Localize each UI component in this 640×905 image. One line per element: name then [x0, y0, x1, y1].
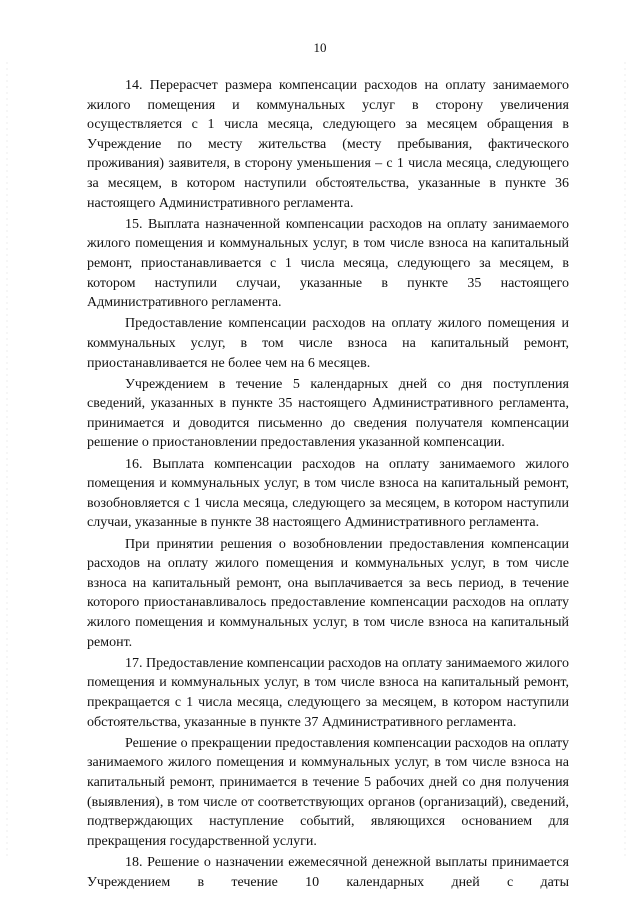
paragraph-suspension-decision: Учреждением в течение 5 календарных дней со дня поступления сведений, указанных в пункте 35 настоящего Административного регламента, принимается и доводится письменно до сведения получателя компенсации решение о приостановлении предоставления указанной компенсации. — [87, 376, 569, 451]
paragraph-17: 17. Предоставление компенсации расходов на оплату занимаемого жилого помещения и коммунальных услуг, в том числе взноса на капитальный ремонт, прекращается с 1 числа месяца, следующего за месяцем, в котором наступили обстоятельства, указанные в пункте 37 Административного регламента. — [87, 655, 569, 730]
scan-edge-right — [624, 60, 626, 860]
paragraph-18: 18. Решение о назначении ежемесячной денежной выплаты принимается Учреждением в течение 10 календарных дней с даты — [87, 854, 569, 890]
paragraph-termination-decision: Решение о прекращении предоставления компенсации расходов на оплату занимаемого жилого помещения и коммунальных услуг, в том числе взноса на капитальный ремонт, принимается в течение 5 рабочих дней со дня получения (выявления), в том числе от соответствующих органов (организаций), сведений, подтверждающих наступление событий, являющихся основанием для прекращения государственной услуги. — [87, 735, 569, 849]
document-body — [87, 76, 569, 892]
paragraph-suspension-limit: Предоставление компенсации расходов на оплату жилого помещения и коммунальных услуг, в том числе взноса на капитальный ремонт, приостанавливается не более чем на 6 месяцев. — [87, 316, 569, 371]
scan-edge-left — [6, 60, 8, 860]
page-number: 10 — [313, 40, 327, 55]
paragraph-15: 15. Выплата назначенной компенсации расходов на оплату занимаемого жилого помещения и коммунальных услуг, в том числе взноса на капитальный ремонт, приостанавливается с 1 числа месяца, следующего за месяцем, в котором наступили случаи, указанные в пункте 35 настоящего Административного регламента. — [87, 216, 569, 311]
paragraph-16: 16. Выплата компенсации расходов на оплату занимаемого жилого помещения и коммунальных услуг, в том числе взноса на капитальный ремонт, возобновляется с 1 числа месяца, следующего за месяцем, в котором наступили случаи, указанные в пункте 38 настоящего Административного регламента. — [87, 456, 569, 531]
paragraph-14: 14. Перерасчет размера компенсации расходов на оплату занимаемого жилого помещения и коммунальных услуг в сторону увеличения осуществляется с 1 числа месяца, следующего за месяцем обращения в Учреждение по месту жительства (месту пребывания, фактического проживания) заявителя, в сторону уменьшения – с 1 числа месяца, следующего за месяцем, в котором наступили обстоятельства, указанные в пункте 36 настоящего Административного регламента. — [87, 78, 569, 211]
paragraph-resumption-payment: При принятии решения о возобновлении предоставления компенсации расходов на оплату жилого помещения и коммунальных услуг, в том числе взноса на капитальный ремонт, она выплачивается за весь период, в течение которого приостанавливалось предоставление компенсации расходов на оплату жилого помещения и коммунальных услуг, в том числе взноса на капитальный ремонт. — [87, 536, 569, 650]
